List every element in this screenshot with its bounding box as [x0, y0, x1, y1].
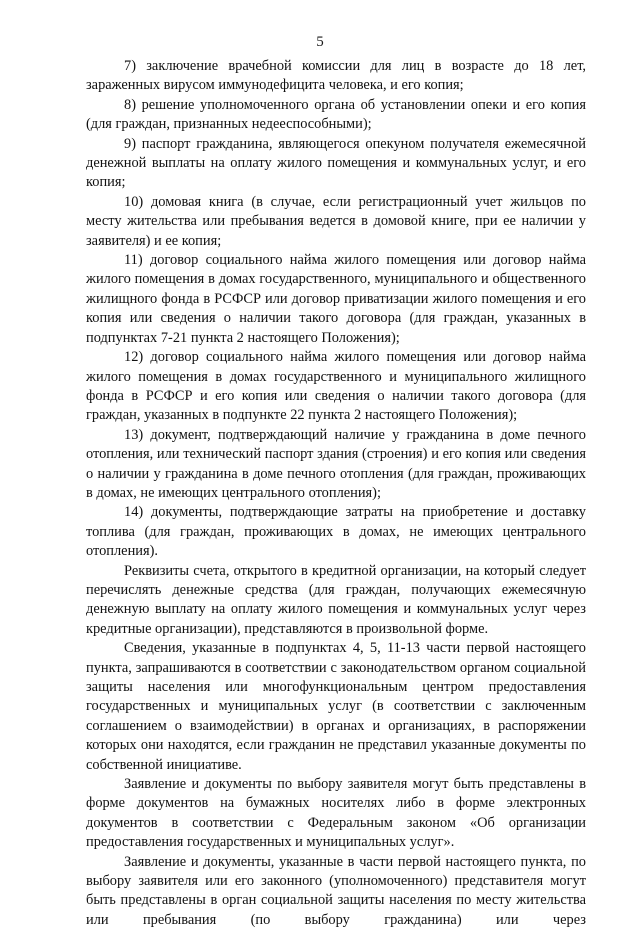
paragraph-item-9: 9) паспорт гражданина, являющегося опекуном получателя ежемесячной денежной выплаты на оплату жилого помещения и коммунальных услуг, и его копия;	[86, 135, 586, 191]
paragraph-document-formats: Заявление и документы по выбору заявителя могут быть представлены в форме документов на бумажных носителях либо в форме электронных документов в соответствии с Федеральным законом «Об организации предоставления государственных и муниципальных услуг».	[86, 776, 586, 851]
paragraph-item-13: 13) документ, подтверждающий наличие у гражданина в доме печного отопления, или технический паспорт здания (строения) и его копия или сведения о наличии у гражданина в доме печного отопления (для граждан, проживающих в домах, не имеющих центрального отопления);	[86, 426, 586, 501]
document-body	[86, 57, 586, 930]
paragraph-item-11: 11) договор социального найма жилого помещения или договор найма жилого помещения в домах государственного, муниципального и общественного жилищного фонда в РСФСР или договор приватизации жилого помещения и его копия или сведения о наличии такого договора (для граждан, указанных в подпунктах 7-21 пункта 2 настоящего Положения);	[86, 252, 586, 346]
paragraph-item-10: 10) домовая книга (в случае, если регистрационный учет жильцов по месту жительства или пребывания ведется в домовой книге, при ее наличии у заявителя) и ее копия;	[86, 193, 586, 249]
paragraph-information-requests: Сведения, указанные в подпунктах 4, 5, 11-13 части первой настоящего пункта, запрашиваются в соответствии с законодательством органом социальной защиты населения или многофункциональным центром предоставления государственных и муниципальных услуг (в соответствии с заключенным соглашением о взаимодействии) в органах и организациях, в распоряжении которых они находятся, если гражданин не представил указанные документы по собственной инициативе.	[86, 640, 586, 773]
paragraph-bank-details: Реквизиты счета, открытого в кредитной организации, на который следует перечислять денежные средства (для граждан, получающих ежемесячную денежную выплату на оплату жилого помещения и коммунальных услуг через кредитные организации), представляются в произвольной форме.	[86, 562, 586, 637]
paragraph-item-12: 12) договор социального найма жилого помещения или договор найма жилого помещения в домах государственного и муниципального жилищного фонда в РСФСР и его копия или сведения о наличии такого договора (для граждан, указанных в подпункте 22 пункта 2 настоящего Положения);	[86, 349, 586, 424]
paragraph-submission-options: Заявление и документы, указанные в части первой настоящего пункта, по выбору заявителя или его законного (уполномоченного) представителя могут быть представлены в орган социальной защиты населения по месту жительства или пребывания (по выбору гражданина) или через	[86, 853, 586, 928]
page-number: 5	[316, 34, 324, 50]
paragraph-item-8: 8) решение уполномоченного органа об установлении опеки и его копия (для граждан, признанных недееспособными);	[86, 96, 586, 133]
paragraph-item-7: 7) заключение врачебной комиссии для лиц в возрасте до 18 лет, зараженных вирусом иммунодефицита человека, и его копия;	[86, 58, 586, 94]
paragraph-item-14: 14) документы, подтверждающие затраты на приобретение и доставку топлива (для граждан, проживающих в домах, не имеющих центрального отопления).	[86, 504, 586, 560]
